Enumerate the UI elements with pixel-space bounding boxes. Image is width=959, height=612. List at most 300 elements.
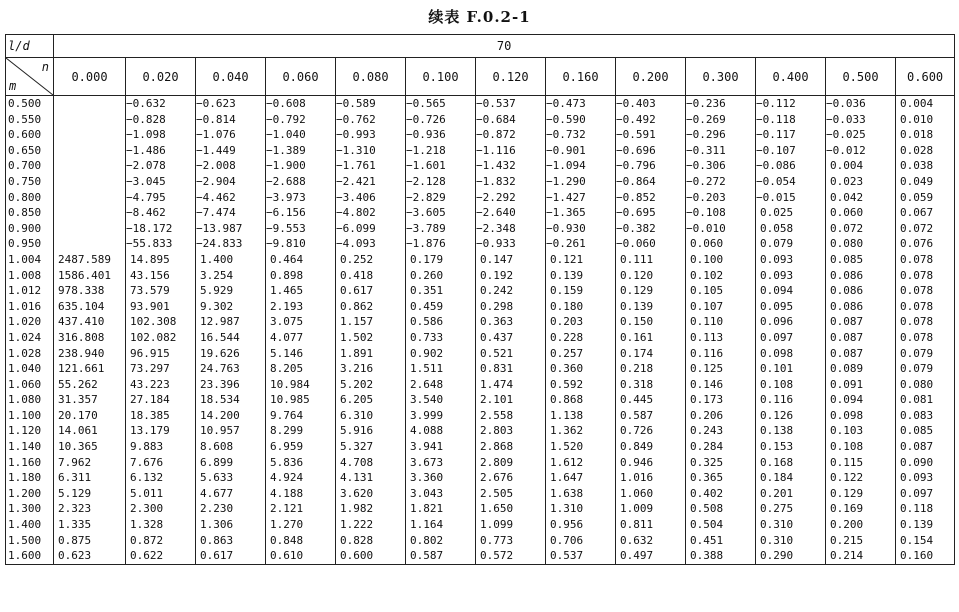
value-cell: 0.600 bbox=[336, 548, 406, 564]
table-row bbox=[6, 252, 955, 268]
value-cell: 0.257 bbox=[546, 346, 616, 362]
value-cell: −1.601 bbox=[406, 158, 476, 174]
value-cell: 0.072 bbox=[896, 221, 955, 237]
value-cell bbox=[54, 174, 126, 190]
value-cell: 1.638 bbox=[546, 486, 616, 502]
value-cell bbox=[54, 158, 126, 174]
value-cell: 2.803 bbox=[476, 423, 546, 439]
value-cell: 0.418 bbox=[336, 268, 406, 284]
value-cell: 0.116 bbox=[686, 346, 756, 362]
n-label: n bbox=[41, 60, 49, 74]
value-cell: 0.086 bbox=[826, 283, 896, 299]
m-value-cell: 1.040 bbox=[6, 361, 54, 377]
value-cell: 4.088 bbox=[406, 423, 476, 439]
value-cell: 2.323 bbox=[54, 501, 126, 517]
value-cell: 0.010 bbox=[896, 112, 955, 128]
value-cell: −1.076 bbox=[196, 127, 266, 143]
value-cell: −0.269 bbox=[686, 112, 756, 128]
value-cell: 0.228 bbox=[546, 330, 616, 346]
value-cell: 14.895 bbox=[126, 252, 196, 268]
value-cell: −2.128 bbox=[406, 174, 476, 190]
value-cell: 0.111 bbox=[616, 252, 686, 268]
value-cell: −18.172 bbox=[126, 221, 196, 237]
value-cell: 6.310 bbox=[336, 408, 406, 424]
value-cell: 0.617 bbox=[196, 548, 266, 564]
value-cell: 6.132 bbox=[126, 470, 196, 486]
value-cell: 8.205 bbox=[266, 361, 336, 377]
value-cell: 73.297 bbox=[126, 361, 196, 377]
table-body bbox=[6, 96, 955, 565]
value-cell: 3.540 bbox=[406, 392, 476, 408]
value-cell: 0.100 bbox=[686, 252, 756, 268]
value-cell: 0.459 bbox=[406, 299, 476, 315]
value-cell: 1.270 bbox=[266, 517, 336, 533]
value-cell: 1.982 bbox=[336, 501, 406, 517]
value-cell: −0.762 bbox=[336, 112, 406, 128]
value-cell: 0.018 bbox=[896, 127, 955, 143]
value-cell: 0.802 bbox=[406, 533, 476, 549]
n-column-header: 0.060 bbox=[266, 58, 336, 96]
value-cell: −0.828 bbox=[126, 112, 196, 128]
value-cell: 0.180 bbox=[546, 299, 616, 315]
value-cell: 2.121 bbox=[266, 501, 336, 517]
value-cell: −8.462 bbox=[126, 205, 196, 221]
value-cell: 5.836 bbox=[266, 455, 336, 471]
value-cell: 0.290 bbox=[756, 548, 826, 564]
value-cell: 9.883 bbox=[126, 439, 196, 455]
value-cell: 0.437 bbox=[476, 330, 546, 346]
value-cell: 0.078 bbox=[896, 283, 955, 299]
n-column-header: 0.160 bbox=[546, 58, 616, 96]
value-cell: −1.290 bbox=[546, 174, 616, 190]
value-cell: 0.184 bbox=[756, 470, 826, 486]
m-value-cell: 0.850 bbox=[6, 205, 54, 221]
value-cell: 2.101 bbox=[476, 392, 546, 408]
value-cell: −3.045 bbox=[126, 174, 196, 190]
table-row bbox=[6, 486, 955, 502]
n-column-header: 0.100 bbox=[406, 58, 476, 96]
value-cell: −0.107 bbox=[756, 143, 826, 159]
value-cell: −0.537 bbox=[476, 96, 546, 112]
value-cell: −1.094 bbox=[546, 158, 616, 174]
value-cell: 5.916 bbox=[336, 423, 406, 439]
value-cell: −0.684 bbox=[476, 112, 546, 128]
value-cell: 0.110 bbox=[686, 314, 756, 330]
m-value-cell: 1.200 bbox=[6, 486, 54, 502]
value-cell: 0.310 bbox=[756, 533, 826, 549]
n-column-header: 0.000 bbox=[54, 58, 126, 96]
value-cell: 0.587 bbox=[616, 408, 686, 424]
table-row bbox=[6, 96, 955, 112]
value-cell: 0.059 bbox=[896, 190, 955, 206]
table-row bbox=[6, 548, 955, 564]
table-caption: 续表 F.0.2-1 bbox=[428, 8, 531, 26]
value-cell: 0.623 bbox=[54, 548, 126, 564]
value-cell: 3.075 bbox=[266, 314, 336, 330]
value-cell bbox=[54, 96, 126, 112]
value-cell: 0.365 bbox=[686, 470, 756, 486]
value-cell: 0.079 bbox=[896, 361, 955, 377]
value-cell: 1.009 bbox=[616, 501, 686, 517]
value-cell: 4.077 bbox=[266, 330, 336, 346]
value-cell: −1.218 bbox=[406, 143, 476, 159]
value-cell: 0.058 bbox=[756, 221, 826, 237]
value-cell: 0.118 bbox=[896, 501, 955, 517]
value-cell: 0.086 bbox=[826, 299, 896, 315]
value-cell: 0.103 bbox=[826, 423, 896, 439]
value-cell: 27.184 bbox=[126, 392, 196, 408]
table-row bbox=[6, 221, 955, 237]
table-row bbox=[6, 299, 955, 315]
value-cell: 0.451 bbox=[686, 533, 756, 549]
value-cell: 437.410 bbox=[54, 314, 126, 330]
value-cell: −4.462 bbox=[196, 190, 266, 206]
value-cell: 0.173 bbox=[686, 392, 756, 408]
value-cell: −0.033 bbox=[826, 112, 896, 128]
value-cell: −3.406 bbox=[336, 190, 406, 206]
n-column-header: 0.040 bbox=[196, 58, 266, 96]
value-cell: −0.492 bbox=[616, 112, 686, 128]
value-cell: 23.396 bbox=[196, 377, 266, 393]
value-cell: 0.168 bbox=[756, 455, 826, 471]
table-row bbox=[6, 439, 955, 455]
value-cell: 2.193 bbox=[266, 299, 336, 315]
table-row bbox=[6, 190, 955, 206]
value-cell: 0.521 bbox=[476, 346, 546, 362]
value-cell: 0.159 bbox=[546, 283, 616, 299]
value-cell: 316.808 bbox=[54, 330, 126, 346]
m-value-cell: 1.080 bbox=[6, 392, 54, 408]
value-cell: −0.589 bbox=[336, 96, 406, 112]
m-value-cell: 1.300 bbox=[6, 501, 54, 517]
value-cell: 3.999 bbox=[406, 408, 476, 424]
value-cell: 0.206 bbox=[686, 408, 756, 424]
value-cell: −0.872 bbox=[476, 127, 546, 143]
value-cell: −0.054 bbox=[756, 174, 826, 190]
value-cell: 0.113 bbox=[686, 330, 756, 346]
value-cell: 3.216 bbox=[336, 361, 406, 377]
value-cell: 0.318 bbox=[616, 377, 686, 393]
value-cell: 9.302 bbox=[196, 299, 266, 315]
value-cell: 0.120 bbox=[616, 268, 686, 284]
value-cell: 0.080 bbox=[826, 236, 896, 252]
value-cell: 0.504 bbox=[686, 517, 756, 533]
value-cell: 0.617 bbox=[336, 283, 406, 299]
value-cell: 0.445 bbox=[616, 392, 686, 408]
m-value-cell: 0.950 bbox=[6, 236, 54, 252]
value-cell: 0.078 bbox=[896, 299, 955, 315]
value-cell: −1.432 bbox=[476, 158, 546, 174]
value-cell: 0.076 bbox=[896, 236, 955, 252]
table-row bbox=[6, 174, 955, 190]
value-cell: 0.203 bbox=[546, 314, 616, 330]
value-cell bbox=[54, 112, 126, 128]
value-cell: −0.108 bbox=[686, 205, 756, 221]
value-cell: 0.902 bbox=[406, 346, 476, 362]
value-cell: 0.179 bbox=[406, 252, 476, 268]
value-cell: 0.174 bbox=[616, 346, 686, 362]
value-cell bbox=[54, 236, 126, 252]
value-cell: 12.987 bbox=[196, 314, 266, 330]
value-cell: 0.831 bbox=[476, 361, 546, 377]
value-cell: 10.984 bbox=[266, 377, 336, 393]
value-cell: 0.587 bbox=[406, 548, 476, 564]
value-cell: 0.078 bbox=[896, 268, 955, 284]
value-cell: 0.085 bbox=[896, 423, 955, 439]
value-cell: 0.828 bbox=[336, 533, 406, 549]
value-cell: −0.726 bbox=[406, 112, 476, 128]
value-cell: −1.098 bbox=[126, 127, 196, 143]
value-cell: −9.810 bbox=[266, 236, 336, 252]
table-row bbox=[6, 127, 955, 143]
value-cell: 0.139 bbox=[546, 268, 616, 284]
value-cell: 238.940 bbox=[54, 346, 126, 362]
value-cell: −0.930 bbox=[546, 221, 616, 237]
m-n-diagonal-header bbox=[6, 58, 54, 96]
value-cell: 0.126 bbox=[756, 408, 826, 424]
value-cell: 0.242 bbox=[476, 283, 546, 299]
table-row bbox=[6, 361, 955, 377]
value-cell: −0.792 bbox=[266, 112, 336, 128]
value-cell: 5.633 bbox=[196, 470, 266, 486]
value-cell: 0.161 bbox=[616, 330, 686, 346]
m-value-cell: 0.500 bbox=[6, 96, 54, 112]
value-cell: −6.099 bbox=[336, 221, 406, 237]
value-cell: 24.763 bbox=[196, 361, 266, 377]
value-cell: 3.620 bbox=[336, 486, 406, 502]
value-cell: −3.973 bbox=[266, 190, 336, 206]
value-cell: 0.153 bbox=[756, 439, 826, 455]
value-cell: 1.138 bbox=[546, 408, 616, 424]
m-value-cell: 1.028 bbox=[6, 346, 54, 362]
value-cell: −1.761 bbox=[336, 158, 406, 174]
table-row bbox=[6, 330, 955, 346]
value-cell: 0.023 bbox=[826, 174, 896, 190]
value-cell: −0.632 bbox=[126, 96, 196, 112]
value-cell: 1.891 bbox=[336, 346, 406, 362]
value-cell: 0.275 bbox=[756, 501, 826, 517]
value-cell: 5.011 bbox=[126, 486, 196, 502]
value-cell bbox=[54, 221, 126, 237]
m-value-cell: 0.800 bbox=[6, 190, 54, 206]
value-cell: 1.060 bbox=[616, 486, 686, 502]
value-cell: 0.094 bbox=[756, 283, 826, 299]
value-cell: 0.592 bbox=[546, 377, 616, 393]
value-cell: 0.310 bbox=[756, 517, 826, 533]
value-cell: −1.876 bbox=[406, 236, 476, 252]
value-cell: 0.146 bbox=[686, 377, 756, 393]
value-cell: 0.105 bbox=[686, 283, 756, 299]
value-cell: −2.688 bbox=[266, 174, 336, 190]
table-row bbox=[6, 283, 955, 299]
value-cell: −2.292 bbox=[476, 190, 546, 206]
value-cell: 0.139 bbox=[896, 517, 955, 533]
value-cell bbox=[54, 143, 126, 159]
value-cell: 18.385 bbox=[126, 408, 196, 424]
value-cell: 0.946 bbox=[616, 455, 686, 471]
value-cell: −0.382 bbox=[616, 221, 686, 237]
value-cell: −2.904 bbox=[196, 174, 266, 190]
value-cell: 4.677 bbox=[196, 486, 266, 502]
value-cell: −4.795 bbox=[126, 190, 196, 206]
n-column-header: 0.020 bbox=[126, 58, 196, 96]
value-cell: −0.864 bbox=[616, 174, 686, 190]
value-cell: 8.608 bbox=[196, 439, 266, 455]
value-cell: −0.261 bbox=[546, 236, 616, 252]
value-cell: 1.164 bbox=[406, 517, 476, 533]
value-cell: −0.993 bbox=[336, 127, 406, 143]
table-row bbox=[6, 158, 955, 174]
value-cell: 14.200 bbox=[196, 408, 266, 424]
value-cell: −55.833 bbox=[126, 236, 196, 252]
value-cell: 2.868 bbox=[476, 439, 546, 455]
value-cell: 0.121 bbox=[546, 252, 616, 268]
value-cell: 1.335 bbox=[54, 517, 126, 533]
m-value-cell: 0.700 bbox=[6, 158, 54, 174]
value-cell: 0.079 bbox=[896, 346, 955, 362]
value-cell: 0.125 bbox=[686, 361, 756, 377]
value-cell: 5.327 bbox=[336, 439, 406, 455]
value-cell: 20.170 bbox=[54, 408, 126, 424]
table-row bbox=[6, 423, 955, 439]
value-cell: −0.623 bbox=[196, 96, 266, 112]
table-row bbox=[6, 346, 955, 362]
value-cell: −0.015 bbox=[756, 190, 826, 206]
value-cell: 0.087 bbox=[896, 439, 955, 455]
value-cell: 0.138 bbox=[756, 423, 826, 439]
value-cell: 3.043 bbox=[406, 486, 476, 502]
value-cell: 0.147 bbox=[476, 252, 546, 268]
value-cell: 0.004 bbox=[826, 158, 896, 174]
value-cell: 2.300 bbox=[126, 501, 196, 517]
value-cell: 0.351 bbox=[406, 283, 476, 299]
value-cell: 0.072 bbox=[826, 221, 896, 237]
value-cell: 121.661 bbox=[54, 361, 126, 377]
table-row bbox=[6, 533, 955, 549]
value-cell: 1.612 bbox=[546, 455, 616, 471]
value-cell: −1.040 bbox=[266, 127, 336, 143]
value-cell: 0.388 bbox=[686, 548, 756, 564]
value-cell: 1.821 bbox=[406, 501, 476, 517]
value-cell: 0.200 bbox=[826, 517, 896, 533]
value-cell: −0.473 bbox=[546, 96, 616, 112]
value-cell: −4.093 bbox=[336, 236, 406, 252]
value-cell: −1.449 bbox=[196, 143, 266, 159]
value-cell: 0.087 bbox=[826, 346, 896, 362]
value-cell: 0.811 bbox=[616, 517, 686, 533]
value-cell: 0.067 bbox=[896, 205, 955, 221]
value-cell: 1.306 bbox=[196, 517, 266, 533]
value-cell: 0.093 bbox=[896, 470, 955, 486]
value-cell: 0.863 bbox=[196, 533, 266, 549]
value-cell: 1.502 bbox=[336, 330, 406, 346]
value-cell: 0.169 bbox=[826, 501, 896, 517]
value-cell: 0.089 bbox=[826, 361, 896, 377]
value-cell: 31.357 bbox=[54, 392, 126, 408]
value-cell: 0.215 bbox=[826, 533, 896, 549]
m-value-cell: 1.100 bbox=[6, 408, 54, 424]
m-value-cell: 1.120 bbox=[6, 423, 54, 439]
value-cell: 0.049 bbox=[896, 174, 955, 190]
value-cell: 0.622 bbox=[126, 548, 196, 564]
value-cell: 0.129 bbox=[826, 486, 896, 502]
value-cell: 0.192 bbox=[476, 268, 546, 284]
value-cell: −3.789 bbox=[406, 221, 476, 237]
value-cell: −0.112 bbox=[756, 96, 826, 112]
value-cell: 0.087 bbox=[826, 330, 896, 346]
value-cell: 0.243 bbox=[686, 423, 756, 439]
value-cell: 0.360 bbox=[546, 361, 616, 377]
value-cell: 6.311 bbox=[54, 470, 126, 486]
value-cell: −2.008 bbox=[196, 158, 266, 174]
value-cell: −0.901 bbox=[546, 143, 616, 159]
m-value-cell: 1.008 bbox=[6, 268, 54, 284]
ld-label: l/d bbox=[6, 35, 54, 58]
m-value-cell: 1.180 bbox=[6, 470, 54, 486]
value-cell: −1.116 bbox=[476, 143, 546, 159]
value-cell: −3.605 bbox=[406, 205, 476, 221]
value-cell: 0.004 bbox=[896, 96, 955, 112]
value-cell: 1.650 bbox=[476, 501, 546, 517]
value-cell: 0.298 bbox=[476, 299, 546, 315]
value-cell: 1.328 bbox=[126, 517, 196, 533]
value-cell: 3.360 bbox=[406, 470, 476, 486]
value-cell: 2.230 bbox=[196, 501, 266, 517]
value-cell: 0.093 bbox=[756, 268, 826, 284]
value-cell: 10.365 bbox=[54, 439, 126, 455]
table-row bbox=[6, 408, 955, 424]
value-cell: 0.042 bbox=[826, 190, 896, 206]
value-cell: 96.915 bbox=[126, 346, 196, 362]
value-cell: 0.097 bbox=[896, 486, 955, 502]
value-cell: −1.832 bbox=[476, 174, 546, 190]
value-cell: 0.872 bbox=[126, 533, 196, 549]
value-cell: 0.097 bbox=[756, 330, 826, 346]
value-cell: −0.936 bbox=[406, 127, 476, 143]
value-cell: 5.202 bbox=[336, 377, 406, 393]
table-row bbox=[6, 314, 955, 330]
coefficient-table bbox=[5, 34, 955, 565]
value-cell: 102.308 bbox=[126, 314, 196, 330]
value-cell: 6.205 bbox=[336, 392, 406, 408]
value-cell: 0.875 bbox=[54, 533, 126, 549]
value-cell: 2.505 bbox=[476, 486, 546, 502]
value-cell: 14.061 bbox=[54, 423, 126, 439]
m-value-cell: 1.004 bbox=[6, 252, 54, 268]
m-value-cell: 0.550 bbox=[6, 112, 54, 128]
value-cell: −0.852 bbox=[616, 190, 686, 206]
n-column-header: 0.300 bbox=[686, 58, 756, 96]
m-value-cell: 0.650 bbox=[6, 143, 54, 159]
value-cell: 0.706 bbox=[546, 533, 616, 549]
value-cell: 0.284 bbox=[686, 439, 756, 455]
value-cell: 0.733 bbox=[406, 330, 476, 346]
value-cell: −0.590 bbox=[546, 112, 616, 128]
value-cell: 0.773 bbox=[476, 533, 546, 549]
value-cell: 0.868 bbox=[546, 392, 616, 408]
value-cell: 0.260 bbox=[406, 268, 476, 284]
value-cell: 0.363 bbox=[476, 314, 546, 330]
m-value-cell: 0.900 bbox=[6, 221, 54, 237]
table-row bbox=[6, 268, 955, 284]
value-cell: 73.579 bbox=[126, 283, 196, 299]
m-value-cell: 1.400 bbox=[6, 517, 54, 533]
value-cell: 5.146 bbox=[266, 346, 336, 362]
value-cell: 1.016 bbox=[616, 470, 686, 486]
value-cell: 0.025 bbox=[756, 205, 826, 221]
value-cell: 0.096 bbox=[756, 314, 826, 330]
value-cell: 0.080 bbox=[896, 377, 955, 393]
